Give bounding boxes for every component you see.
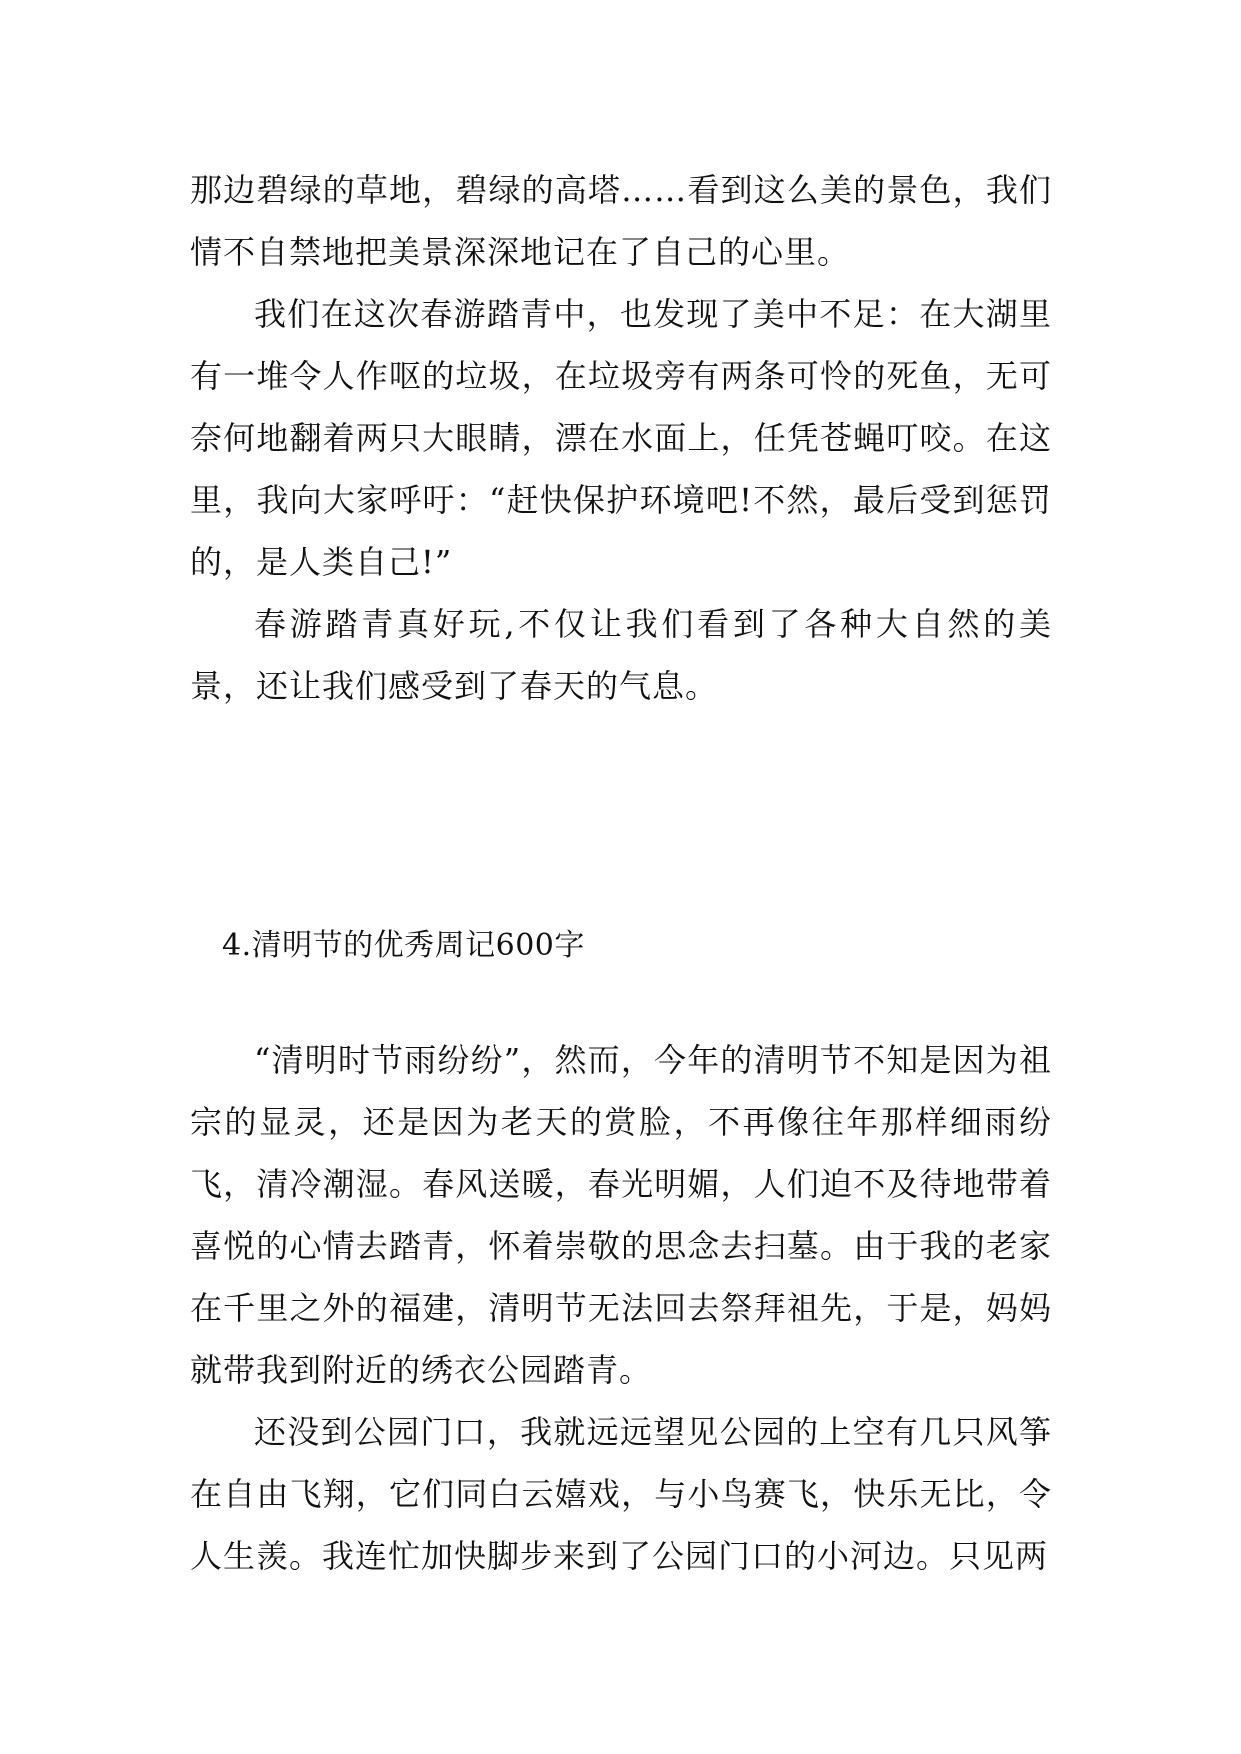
article-heading-block: [222, 915, 1084, 977]
paragraph: 那边碧绿的草地，碧绿的高塔……看到这么美的景色，我们情不自禁地把美景深深地记在了自己的心里。: [190, 171, 1052, 271]
previous-article-text: [190, 159, 1052, 717]
paragraph: 还没到公园门口，我就远远望见公园的上空有几只风筝在自由飞翔，它们同白云嬉戏，与小鸟赛飞，快乐无比，令人生羡。我连忙加快脚步来到了公园门口的小河边。只见两: [190, 1413, 1052, 1575]
article-body: [190, 1029, 1052, 1587]
paragraph: 我们在这次春游踏青中，也发现了美中不足：在大湖里有一堆令人作呕的垃圾，在垃圾旁有两条可怜的死鱼，无可奈何地翻着两只大眼睛，漂在水面上，任凭苍蝇叮咬。在这里，我向大家呼吁：“赶快保护环境吧!不然，最后受到惩罚的，是人类自己!”: [190, 295, 1052, 581]
paragraph: 春游踏青真好玩,不仅让我们看到了各种大自然的美景，还让我们感受到了春天的气息。: [190, 605, 1052, 705]
paragraph: “清明时节雨纷纷”，然而，今年的清明节不知是因为祖宗的显灵，还是因为老天的赏脸，不再像往年那样细雨纷飞，清冷潮湿。春风送暖，春光明媚，人们迫不及待地带着喜悦的心情去踏青，怀着崇敬的思念去扫墓。由于我的老家在千里之外的福建，清明节无法回去祭拜祖先，于是，妈妈就带我到附近的绣衣公园踏青。: [190, 1041, 1052, 1389]
article-heading: 4.清明节的优秀周记600字: [222, 928, 585, 963]
